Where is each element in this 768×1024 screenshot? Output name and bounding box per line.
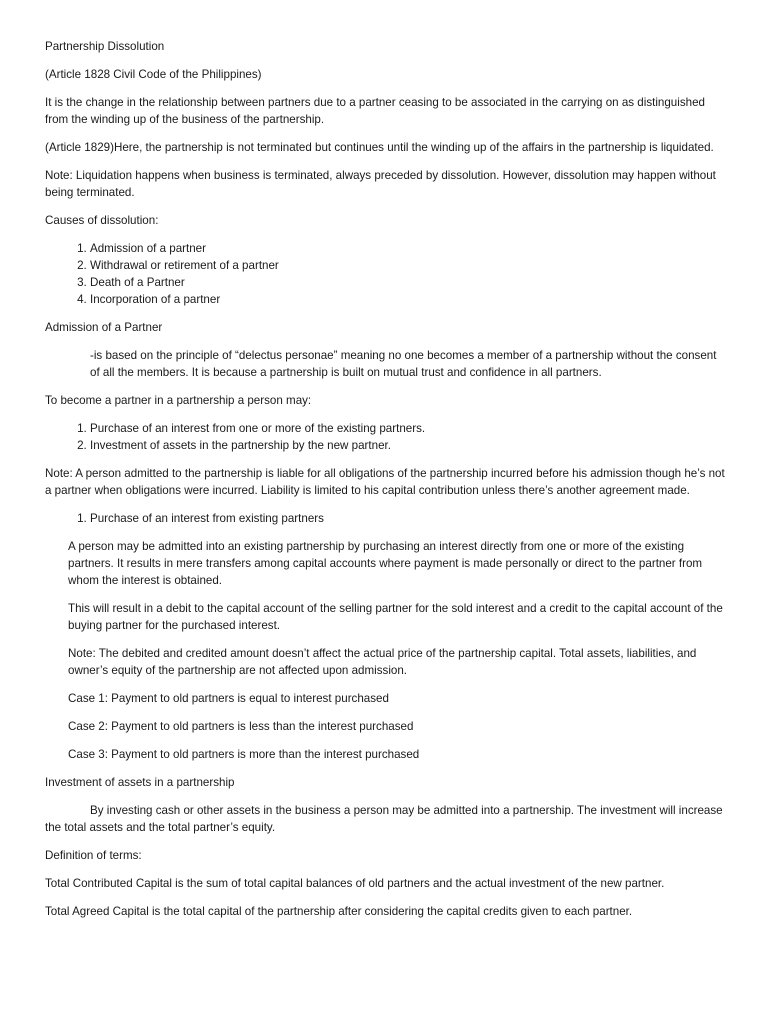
- article-1829-paragraph: (Article 1829)Here, the partnership is not terminated but continues until the winding up of the affairs in the partnership is liquidated.: [45, 141, 714, 154]
- list-item: 1. Purchase of an interest from existing partners: [90, 510, 725, 527]
- purchase-paragraph-2: This will result in a debit to the capital account of the selling partner for the sold interest and a credit to the capital account of the buying partner for the purchased interest.: [68, 602, 723, 632]
- document-title: Partnership Dissolution: [45, 40, 165, 53]
- case-2: Case 2: Payment to old partners is less than the interest purchased: [68, 720, 414, 733]
- definition-heading: Definition of terms:: [45, 849, 142, 862]
- case-3: Case 3: Payment to old partners is more than the interest purchased: [68, 748, 420, 761]
- purchase-paragraph-1: A person may be admitted into an existing partnership by purchasing an interest directly from one or more of the existing partners. It results in mere transfers among capital accounts where payment is made personally or direct to the partner from whom the interest is obtained.: [68, 540, 703, 587]
- investment-paragraph: By investing cash or other assets in the business a person may be admitted into a partnership. The investment will increase the total assets and the total partner’s equity.: [45, 804, 723, 834]
- dissolution-definition: It is the change in the relationship between partners due to a partner ceasing to be associated in the carrying on as distinguished from the winding up of the business of the partnership.: [45, 96, 705, 126]
- document-body: [45, 38, 725, 931]
- list-item: 1. Purchase of an interest from one or more of the existing partners.: [90, 420, 725, 437]
- become-partner-heading: To become a partner in a partnership a person may:: [45, 394, 312, 407]
- investment-heading: Investment of assets in a partnership: [45, 776, 235, 789]
- list-item: 1. Admission of a partner: [90, 240, 725, 257]
- list-item: 2. Withdrawal or retirement of a partner: [90, 257, 725, 274]
- admission-paragraph: -is based on the principle of “delectus personae” meaning no one becomes a member of a partnership without the consent of all the members. It is because a partnership is built on mutual trust and confidence in all partners.: [90, 349, 717, 379]
- admission-heading: Admission of a Partner: [45, 321, 163, 334]
- causes-list: [45, 240, 725, 308]
- liability-note: Note: A person admitted to the partnership is liable for all obligations of the partnership incurred before his admission though he’s not a partner when obligations were incurred. Liability is limited to his capital contribution unless there’s another agreement made.: [45, 467, 725, 497]
- list-item: 2. Investment of assets in the partnership by the new partner.: [90, 437, 725, 454]
- total-agreed-capital-definition: Total Agreed Capital is the total capital of the partnership after considering the capital credits given to each partner.: [45, 905, 633, 918]
- purchase-section: [45, 538, 725, 763]
- list-item: 3. Death of a Partner: [90, 274, 725, 291]
- become-partner-list: [45, 420, 725, 454]
- purchase-note: Note: The debited and credited amount doesn’t affect the actual price of the partnership capital. Total assets, liabilities, and owner’s equity of the partnership are not affected upon admission.: [68, 647, 697, 677]
- case-1: Case 1: Payment to old partners is equal to interest purchased: [68, 692, 389, 705]
- purchase-list: [45, 510, 725, 527]
- total-contributed-capital-definition: Total Contributed Capital is the sum of total capital balances of old partners and the actual investment of the new partner.: [45, 877, 665, 890]
- list-item: 4. Incorporation of a partner: [90, 291, 725, 308]
- liquidation-note: Note: Liquidation happens when business is terminated, always preceded by dissolution. However, dissolution may happen without being terminated.: [45, 169, 716, 199]
- article-reference: (Article 1828 Civil Code of the Philippines): [45, 68, 262, 81]
- causes-heading: Causes of dissolution:: [45, 214, 159, 227]
